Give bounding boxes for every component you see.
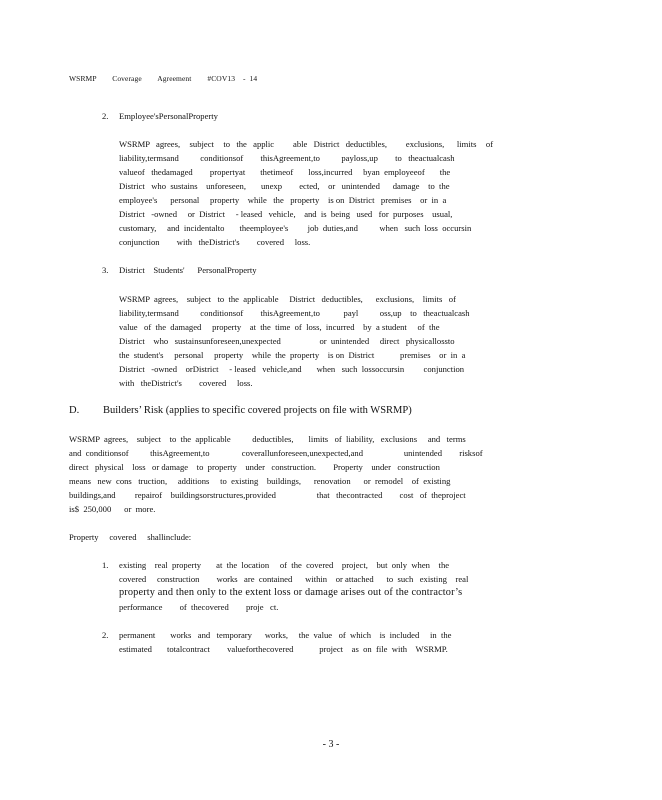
- section-title: Builders’ Risk (applies to specific covered projects on file with WSRMP): [103, 405, 412, 416]
- paragraph-line: WSRMP agrees, subject to the applicable District deductibles, exclusions, limits of: [119, 294, 456, 304]
- paragraph-line: the student's personal property while the property is on District premises or in a: [119, 350, 466, 360]
- paragraph-line: with theDistrict's covered loss.: [119, 378, 253, 388]
- property-covered-label: Property covered shallinclude:: [69, 532, 192, 542]
- paragraph-line: means new cons truction, additions to existing buildings, renovation or remodel of existing: [69, 476, 451, 486]
- paragraph-line: customary, and incidentalto theemployee's job duties,and when such loss occursin: [119, 223, 472, 233]
- paragraph-line: value of the damaged property at the time of loss, incurred by a student of the: [119, 322, 440, 332]
- paragraph-line: District -owned or District - leased vehicle, and is being used for purposes usual,: [119, 209, 453, 219]
- item-title: Employee'sPersonalProperty: [119, 111, 218, 121]
- paragraph-line: and conditionsof thisAgreement,to coverallunforeseen,unexpected,and unintended risksof: [69, 448, 483, 458]
- item-title: District Students' PersonalProperty: [119, 265, 257, 275]
- paragraph-line: conjunction with theDistrict's covered loss.: [119, 237, 311, 247]
- item-number: 1.: [102, 560, 109, 570]
- paragraph-line: estimated totalcontract valueforthecovered project as on file with WSRMP.: [119, 644, 448, 654]
- paragraph-line: performance of thecovered proje ct.: [119, 602, 279, 612]
- item-number: 2.: [102, 111, 109, 121]
- section-letter: D.: [69, 405, 80, 416]
- item-number: 3.: [102, 265, 109, 275]
- paragraph-line: buildings,and repairof buildingsorstructures,provided that thecontracted cost of theproject: [69, 490, 466, 500]
- paragraph-line: property and then only to the extent loss or damage arises out of the contractor’s: [119, 587, 463, 598]
- page-header: WSRMP Coverage Agreement #COV13 - 14: [69, 74, 258, 83]
- paragraph-line: WSRMP agrees, subject to the applic able District deductibles, exclusions, limits of: [119, 139, 494, 149]
- item-number: 2.: [102, 630, 109, 640]
- page-number: - 3 -: [322, 739, 340, 750]
- paragraph-line: District who sustainsunforeseen,unexpected or unintended direct physicallossto: [119, 336, 455, 346]
- paragraph-line: is$ 250,000 or more.: [69, 504, 156, 514]
- paragraph-line: liability,termsand conditionsof thisAgreement,to payloss,up to theactualcash: [119, 153, 455, 163]
- paragraph-line: direct physical loss or damage to property under construction. Property under construction: [69, 462, 440, 472]
- paragraph-line: existing real property at the location of the covered project, but only when the: [119, 560, 450, 570]
- paragraph-line: liability,termsand conditionsof thisAgreement,to payl oss,up to theactualcash: [119, 308, 470, 318]
- paragraph-line: permanent works and temporary works, the value of which is included in the: [119, 630, 452, 640]
- paragraph-line: covered construction works are contained within or attached to such existing real: [119, 574, 469, 584]
- paragraph-line: valueof thedamaged propertyat thetimeof loss,incurred byan employeeof the: [119, 167, 451, 177]
- paragraph-line: District -owned orDistrict - leased vehicle,and when such lossoccursin conjunction: [119, 364, 465, 374]
- paragraph-line: District who sustains unforeseen, unexp ected, or unintended damage to the: [119, 181, 450, 191]
- paragraph-line: WSRMP agrees, subject to the applicable deductibles, limits of liability, exclusions and terms: [69, 434, 466, 444]
- paragraph-line: employee's personal property while the property is on District premises or in a: [119, 195, 447, 205]
